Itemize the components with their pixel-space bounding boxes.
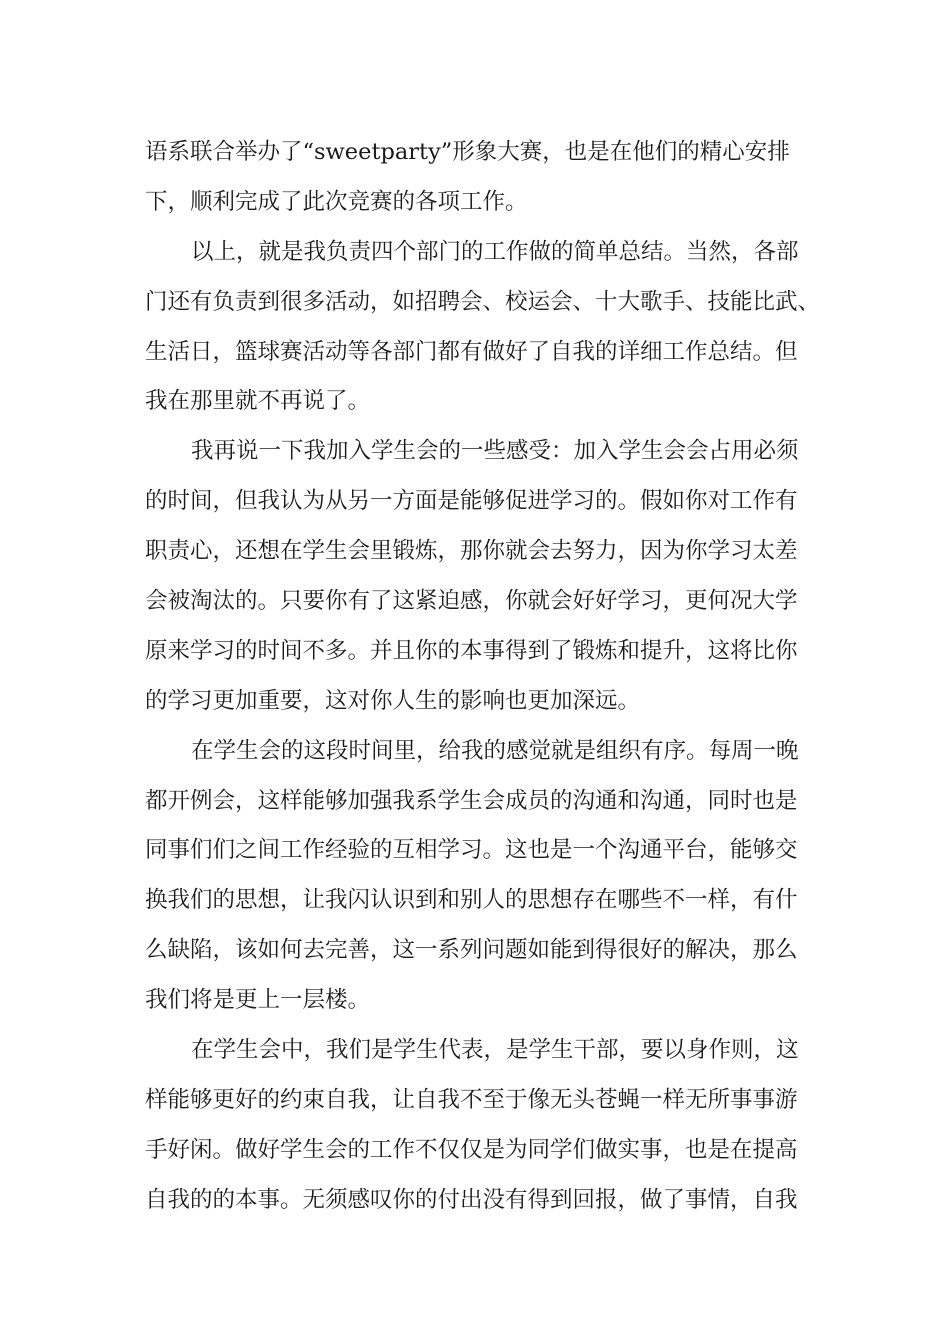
text-line-13: 在学生会的这段时间里，给我的感觉就是组织有序。每周一晚: [191, 737, 799, 764]
text-line-10: 会被淘汰的。只要你有了这紧迫感，你就会好好学习，更何况大学: [145, 588, 798, 615]
text-line-4: 门还有负责到很多活动，如招聘会、校运会、十大歌手、技能比武、: [145, 288, 821, 315]
text-line-6: 我在那里就不再说了。: [145, 388, 371, 415]
text-line-17: 么缺陷，该如何去完善，这一系列问题如能到得很好的解决，那么: [145, 937, 798, 964]
text-line-20: 样能够更好的约束自我，让自我不至于像无头苍蝇一样无所事事游: [145, 1086, 798, 1113]
document-body: [145, 128, 835, 1226]
text-line-1: 语系联合举办了“sweetparty”形象大赛，也是在他们的精心安排: [145, 139, 790, 165]
text-line-7: 我再说一下我加入学生会的一些感受：加入学生会会占用必须: [191, 438, 799, 465]
text-line-18: 我们将是更上一层楼。: [145, 987, 371, 1014]
text-line-15: 同事们们之间工作经验的互相学习。这也是一个沟通平台，能够交: [145, 837, 798, 864]
text-line-22: 自我的的本事。无须感叹你的付出没有得到回报，做了事情，自我: [145, 1186, 798, 1213]
text-line-2: 下，顺利完成了此次竞赛的各项工作。: [145, 188, 528, 215]
text-line-16: 换我们的思想，让我闪认识到和别人的思想存在哪些不一样，有什: [145, 887, 798, 914]
text-line-11: 原来学习的时间不多。并且你的本事得到了锻炼和提升，这将比你: [145, 637, 798, 664]
text-line-5: 生活日，篮球赛活动等各部门都有做好了自我的详细工作总结。但: [145, 338, 798, 365]
text-line-21: 手好闲。做好学生会的工作不仅仅是为同学们做实事，也是在提高: [145, 1136, 798, 1163]
text-line-14: 都开例会，这样能够加强我系学生会成员的沟通和沟通，同时也是: [145, 787, 798, 814]
text-line-9: 职责心，还想在学生会里锻炼，那你就会去努力，因为你学习太差: [145, 538, 798, 565]
text-line-19: 在学生会中，我们是学生代表，是学生干部，要以身作则，这: [191, 1037, 799, 1064]
text-line-3: 以上，就是我负责四个部门的工作做的简单总结。当然，各部: [191, 238, 799, 265]
text-line-12: 的学习更加重要，这对你人生的影响也更加深远。: [145, 687, 641, 714]
text-line-8: 的时间，但我认为从另一方面是能够促进学习的。假如你对工作有: [145, 488, 798, 515]
